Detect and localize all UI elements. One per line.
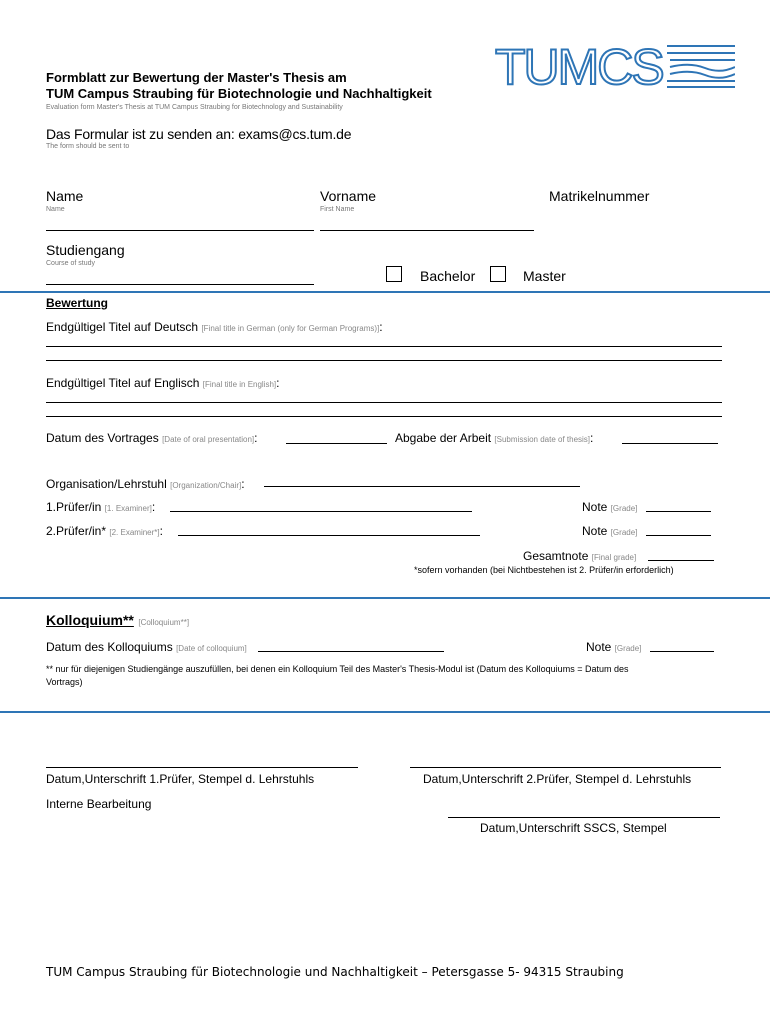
name-label: Name [46,188,84,204]
pruefer1-field[interactable] [170,511,472,512]
section-divider-2 [0,597,770,599]
kolloquium-heading-text: Kolloquium** [46,612,134,628]
titel-de-line1[interactable] [46,346,722,347]
titel-de-en: [Final title in German (only for German Programs)] [201,324,380,333]
sig3-line[interactable] [448,817,720,818]
footer-address: TUM Campus Straubing für Biotechnologie und Nachhaltigkeit – Petersgasse 5- 94315 Straubing [46,965,624,979]
send-to-en: The form should be sent to [46,143,130,150]
gesamtnote-text: Gesamtnote [523,549,589,563]
vorname-label-en: First Name [320,206,355,213]
gesamtnote-label [523,549,636,563]
bachelor-label: Bachelor [420,268,476,284]
titel-de-line2[interactable] [46,360,722,361]
kolloquium-datum-en: [Date of colloquium] [176,644,247,653]
checkbox-master[interactable] [490,266,506,282]
studiengang-label-en: Course of study [46,260,96,267]
form-title-line1: Formblatt zur Bewertung der Master's Thesis am [46,70,347,85]
name-field[interactable] [46,230,314,231]
note2-field[interactable] [646,535,711,536]
datum-vortrag-en: [Date of oral presentation] [162,435,255,444]
gesamtnote-en: [Final grade] [591,553,637,562]
section-divider-3 [0,711,770,713]
abgabe-text: Abgabe der Arbeit [395,431,492,445]
gesamtnote-field[interactable] [648,560,714,561]
form-title-line2: TUM Campus Straubing für Biotechnologie und Nachhaltigkeit [46,86,432,101]
titel-en-line1[interactable] [46,402,722,403]
titel-en-text: Endgültigel Titel auf Englisch [46,376,200,390]
bewertung-footnote: *sofern vorhanden (bei Nichtbestehen ist 2. Prüfer/in erforderlich) [414,565,674,575]
titel-en-label: Endgültigel Titel auf Englisch [Final title in English]: [46,376,280,390]
kolloquium-datum-label [46,640,247,654]
matrikel-label: Matrikelnummer [549,188,650,204]
kolloquium-note-field[interactable] [650,651,714,652]
note2-en: [Grade] [610,528,638,537]
name-label-en: Name [46,206,65,213]
titel-en-line2[interactable] [46,416,722,417]
kolloquium-datum-field[interactable] [258,651,444,652]
kolloquium-heading-en: [Colloquium**] [138,618,190,627]
pruefer2-field[interactable] [178,535,480,536]
sig1-label: Datum,Unterschrift 1.Prüfer, Stempel d. Lehrstuhls [46,772,315,786]
bewertung-heading: Bewertung [46,296,109,310]
abgabe-field[interactable] [622,443,718,444]
section-divider-1 [0,291,770,293]
organisation-field[interactable] [264,486,580,487]
titel-en-en: [Final title in English] [202,380,277,389]
interne-bearbeitung: Interne Bearbeitung [46,797,152,811]
checkbox-bachelor[interactable] [386,266,402,282]
pruefer1-label: 1.Prüfer/in [1. Examiner]: [46,500,156,514]
studiengang-label: Studiengang [46,242,125,258]
vorname-field[interactable] [320,230,534,231]
kolloquium-footnote-2: Vortrags) [46,677,83,687]
pruefer2-en: [2. Examiner*] [109,528,160,537]
datum-vortrag-label: Datum des Vortrages [Date of oral presentation]: [46,431,258,445]
studiengang-field[interactable] [46,284,314,285]
sig3-label: Datum,Unterschrift SSCS, Stempel [480,821,667,835]
kolloquium-footnote-1: ** nur für diejenigen Studiengänge auszufüllen, bei denen ein Kolloquium Teil des Master's Thesis-Modul ist (Datum des Kolloquiums = Datum des [46,664,629,674]
organisation-en: [Organization/Chair] [170,481,242,490]
kolloquium-note-label [586,640,641,654]
pruefer2-label: 2.Prüfer/in* [2. Examiner*]: [46,524,163,538]
sig2-line[interactable] [410,767,721,768]
pruefer2-text: 2.Prüfer/in* [46,524,107,538]
note2-label [582,524,637,538]
kolloquium-note-text: Note [586,640,612,654]
vorname-label: Vorname [320,188,377,204]
note2-text: Note [582,524,608,538]
sig1-line[interactable] [46,767,358,768]
datum-vortrag-text: Datum des Vortrages [46,431,159,445]
abgabe-label: Abgabe der Arbeit [Submission date of thesis]: [395,431,594,445]
organisation-label: Organisation/Lehrstuhl [Organization/Chair]: [46,477,245,491]
datum-vortrag-field[interactable] [286,443,387,444]
tumcs-logo [495,40,735,90]
organisation-text: Organisation/Lehrstuhl [46,477,167,491]
logo-text: TUMCS [495,40,663,90]
send-to: Das Formular ist zu senden an: exams@cs.tum.de [46,126,352,142]
pruefer1-text: 1.Prüfer/in [46,500,102,514]
note1-field[interactable] [646,511,711,512]
abgabe-en: [Submission date of thesis] [494,435,591,444]
titel-de-label: Endgültigel Titel auf Deutsch [Final title in German (only for German Programs)]: [46,320,383,334]
master-label: Master [523,268,566,284]
form-subtitle-en: Evaluation form Master's Thesis at TUM Campus Straubing for Biotechnology and Sustainability [46,104,343,111]
sig2-label: Datum,Unterschrift 2.Prüfer, Stempel d. Lehrstuhls [423,772,692,786]
kolloquium-note-en: [Grade] [614,644,642,653]
kolloquium-heading [46,612,189,630]
pruefer1-en: [1. Examiner] [104,504,152,513]
note1-text: Note [582,500,608,514]
note1-en: [Grade] [610,504,638,513]
note1-label [582,500,637,514]
titel-de-text: Endgültigel Titel auf Deutsch [46,320,199,334]
kolloquium-datum-text: Datum des Kolloquiums [46,640,173,654]
